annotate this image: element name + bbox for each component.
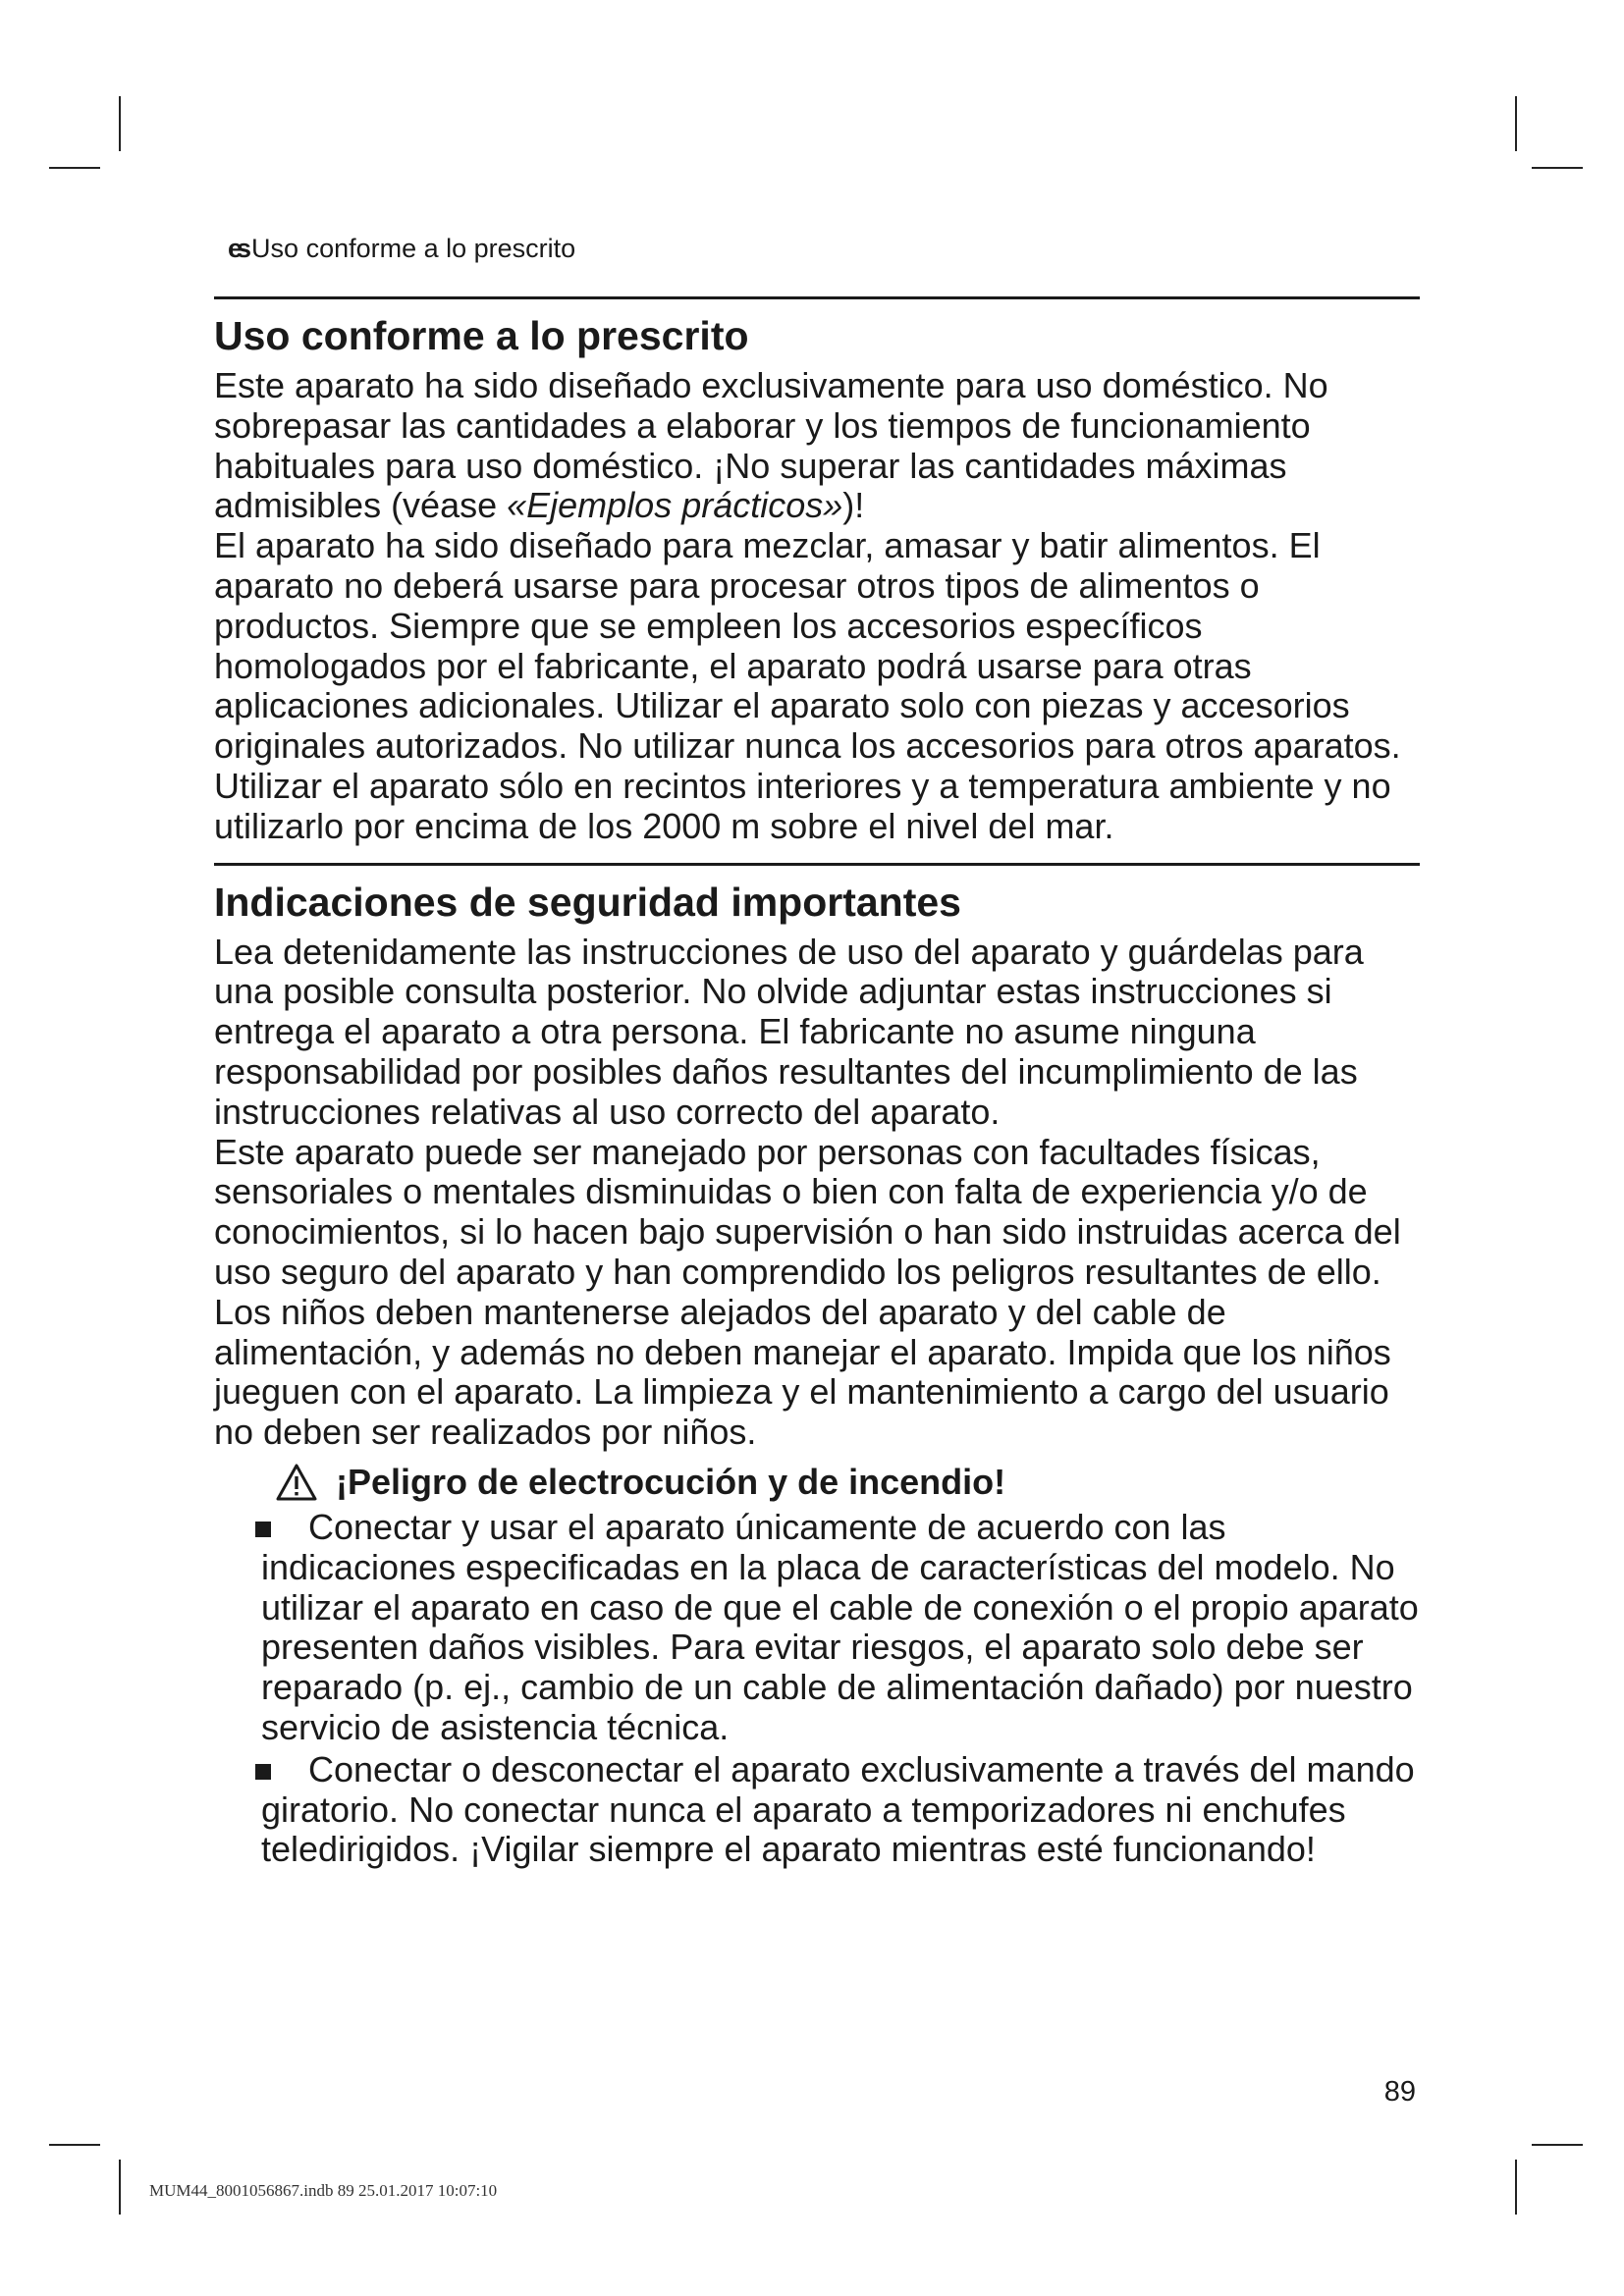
safety-list [214,1508,1420,1870]
section-title-seguridad: Indicaciones de seguridad importantes [214,879,961,925]
paragraph: Este aparato puede ser manejado por personas con facultades físicas, sensoriales o mentales disminuidas o bien con falta de experiencia y/o de conocimientos, si lo hacen bajo supervisión o han sido instruidas acerca del uso seguro del aparato y han comprendido los peligros resultantes de ello. Los niños deben mantenerse alejados del aparato y del cable de alimentación, y además no deben manejar el aparato. Impida que los niños jueguen con el aparato. La limpieza y el mantenimiento a cargo del usuario no deben ser realizados por niños. [214,1131,1401,1453]
warning-heading [275,1461,1420,1504]
crop-mark [119,96,121,151]
bullet-square-icon [255,1764,271,1780]
warning-title: ¡Peligro de electrocución y de incendio! [336,1461,1006,1502]
page-content [214,296,1420,1872]
crop-mark [1515,2160,1517,2215]
list-item: Conectar o desconectar el aparato exclusivamente a través del mando giratorio. No conectar nunca el aparato a temporizadores ni enchufes teledirigidos. ¡Vigilar siempre el aparato mientras esté funcionando! [214,1750,1420,1870]
running-header-label: Uso conforme a lo prescrito [251,234,576,263]
paragraph: Utilizar el aparato sólo en recintos interiores y a temperatura ambiente y no utilizarlo por encima de los 2000 m sobre el nivel del mar. [214,765,1391,846]
crop-mark [1532,2144,1583,2146]
crop-mark [119,2160,121,2215]
print-slug: MUM44_8001056867.indb 89 25.01.2017 10:07:10 [149,2181,498,2200]
section-rule [214,863,1420,866]
crop-mark [1515,96,1517,151]
cross-reference-link: «Ejemplos prácticos» [507,485,843,526]
section-rule [214,296,1420,299]
paragraph: El aparato ha sido diseñado para mezclar, amasar y batir alimentos. El aparato no deberá usarse para procesar otros tipos de alimentos o productos. Siempre que se empleen los accesorios específicos homologados por el fabricante, el aparato podrá usarse para otras aplicaciones adicionales. Utilizar el aparato solo con piezas y accesorios originales autorizados. No utilizar nunca los accesorios para otros aparatos. [214,525,1401,767]
paragraph: Lea detenidamente las instrucciones de uso del aparato y guárdelas para una posible consulta posterior. No olvide adjuntar estas instrucciones si entrega el aparato a otra persona. El fabricante no asume ninguna responsabilidad por posibles daños resultantes del incumplimiento de las instrucciones relativas al uso correcto del aparato. [214,931,1364,1132]
crop-mark [1532,167,1583,169]
page-number: 89 [1383,2076,1416,2108]
warning-triangle-icon [275,1463,318,1502]
bullet-square-icon [255,1522,271,1537]
language-code: es [228,234,246,263]
list-item: Conectar y usar el aparato únicamente de acuerdo con las indicaciones especificadas en la placa de características del modelo. No utilizar el aparato en caso de que el cable de conexión o el propio aparato presenten daños visibles. Para evitar riesgos, el aparato solo debe ser reparado (p. ej., cambio de un cable de alimentación dañado) por nuestro servicio de asistencia técnica. [214,1508,1420,1748]
paragraph: Este aparato ha sido diseñado exclusivamente para uso doméstico. No sobrepasar las cantidades a elaborar y los tiempos de funcionamiento habituales para uso doméstico. ¡No superar las cantidades máximas admisibles (véase «Ejemplos prácticos»)! [214,365,1328,526]
crop-mark [49,2144,100,2146]
running-header [228,232,575,265]
section-title-uso: Uso conforme a lo prescrito [214,313,749,358]
crop-mark [49,167,100,169]
